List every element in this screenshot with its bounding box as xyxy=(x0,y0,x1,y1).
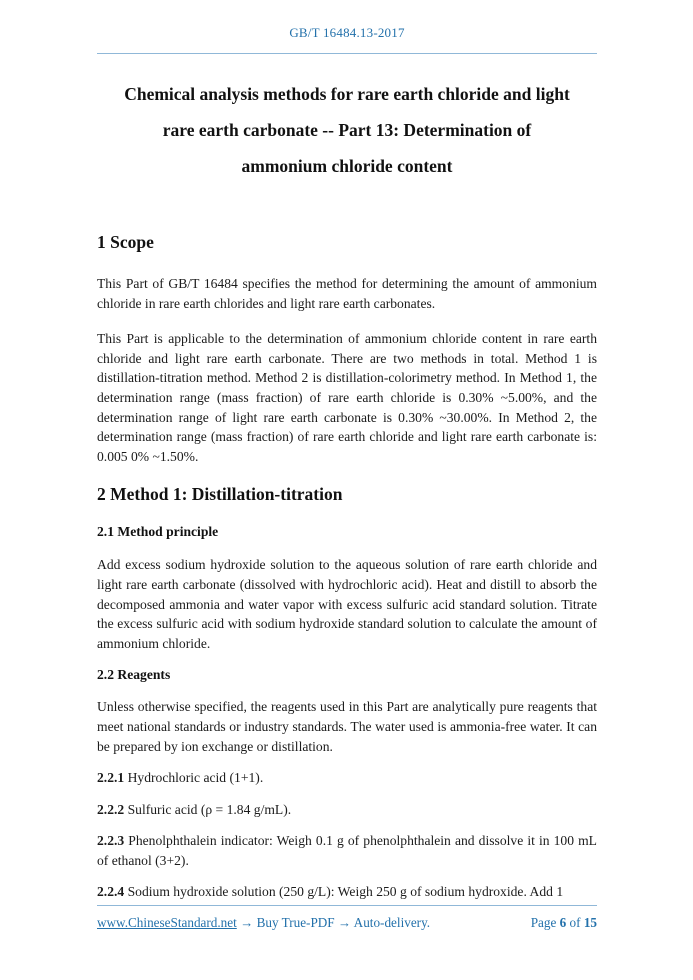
reagent-item-222 xyxy=(97,800,597,820)
reagent-text: Phenolphthalein indicator: Weigh 0.1 g of phenolphthalein and dissolve it in 100 mL of ethanol (3+2). xyxy=(97,833,597,868)
document-content xyxy=(97,76,597,902)
section-heading-scope: 1 Scope xyxy=(97,232,154,252)
reagent-text: Sulfuric acid (ρ = 1.84 g/mL). xyxy=(127,801,292,817)
page-of-label: of xyxy=(569,915,581,930)
scope-paragraph-2: This Part is applicable to the determination of ammonium chloride content in rare earth chloride and light rare earth carbonate. There are two methods in total. Method 1 is distillation-titration method. Method 2 is distillation-colorimetry method. In Method 1, the determination range (mass fraction) of rare earth chloride is 0.30% ~5.00%, and the determination range of light rare earth carbonate is 0.30% ~30.00%. In Method 2, the determination range (mass fraction) of rare earth chloride and light rare earth carbonate is: 0.005 0% ~1.50%. xyxy=(97,331,597,464)
reagent-number: 2.2.2 xyxy=(97,801,125,817)
page-current: 6 xyxy=(559,915,567,930)
footer-purchase-text: → Buy True-PDF → Auto-delivery. xyxy=(240,915,431,930)
document-title xyxy=(97,76,597,184)
reagent-item-223 xyxy=(97,831,597,870)
subsection-heading-method-principle: 2.1 Method principle xyxy=(97,524,219,540)
reagents-intro-paragraph: Unless otherwise specified, the reagents used in this Part are analytically pure reagents that meet national standards or industry standards. The water used is ammonia-free water. It can be prepared by ion exchange or distillation. xyxy=(97,699,597,754)
method-principle-paragraph: Add excess sodium hydroxide solution to the aqueous solution of rare earth chloride and light rare earth carbonate (dissolved with hydrochloric acid). Heat and distill to absorb the decomposed ammonia and water vapor with excess sulfuric acid standard solution. Titrate the excess sulfuric acid with sodium hydroxide standard solution to calculate the amount of ammonium chloride. xyxy=(97,557,597,651)
subsection-heading-reagents: 2.2 Reagents xyxy=(97,667,171,683)
reagent-text: Hydrochloric acid (1+1). xyxy=(127,770,264,786)
reagent-number: 2.2.3 xyxy=(97,833,125,849)
page-number-indicator xyxy=(531,915,597,931)
page-footer xyxy=(97,905,597,931)
document-title-line-2: rare earth carbonate -- Part 13: Determination of xyxy=(162,120,532,140)
page-label: Page xyxy=(530,915,557,930)
footer-website-link[interactable]: www.ChineseStandard.net xyxy=(97,915,237,930)
section-heading-method1: 2 Method 1: Distillation-titration xyxy=(97,484,343,505)
reagent-text: Sodium hydroxide solution (250 g/L): Weigh 250 g of sodium hydroxide. Add 1 xyxy=(127,884,564,900)
page-total: 15 xyxy=(583,915,597,930)
scope-paragraph-1: This Part of GB/T 16484 specifies the method for determining the amount of ammonium chloride in rare earth chlorides and light rare earth carbonates. xyxy=(97,276,597,311)
reagent-number: 2.2.1 xyxy=(97,770,125,786)
footer-source xyxy=(97,915,430,931)
reagent-item-221 xyxy=(97,768,597,788)
reagent-item-224 xyxy=(97,882,597,902)
standard-code: GB/T 16484.13-2017 xyxy=(289,25,405,40)
page-header xyxy=(97,0,597,54)
document-title-line-3: ammonium chloride content xyxy=(241,156,453,176)
document-title-line-1: Chemical analysis methods for rare earth chloride and light xyxy=(124,84,570,104)
reagent-number: 2.2.4 xyxy=(97,884,125,900)
